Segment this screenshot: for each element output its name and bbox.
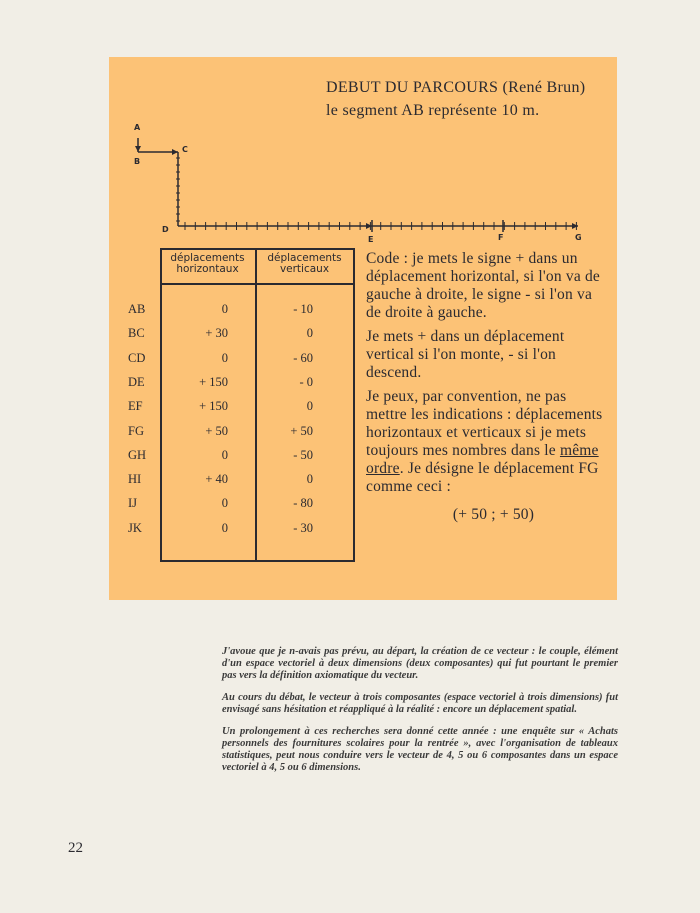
row-label: DE	[128, 374, 145, 389]
label-f: F	[498, 233, 504, 242]
table-row	[0, 448, 360, 472]
vertical-value: + 50	[290, 423, 313, 438]
underlined-phrase: même ordre	[366, 442, 599, 477]
label-e: E	[368, 235, 374, 244]
label-g: G	[575, 233, 582, 242]
table-row	[0, 302, 360, 326]
table-row	[0, 375, 360, 399]
code-paragraph-3: Je peux, par convention, ne pas mettre les indications : déplacements horizontaux et verticaux si je mets toujours mes nombres dans le même ordre. Je désigne le déplacement FG comme ceci :	[366, 388, 603, 495]
horizontal-value: 0	[221, 302, 228, 316]
horizontal-value: + 50	[205, 423, 228, 438]
commentary-paragraph-1: J'avoue que je n-avais pas prévu, au départ, la création de ce vecteur : le couple, élément d'un espace vectoriel à deux dimensions (deux composantes) qui fut pourtant le premier pas vers la définition axiomatique du vecteur.	[222, 646, 618, 681]
arrow-e	[366, 223, 372, 229]
table-row	[0, 496, 360, 520]
vertical-value: 0	[306, 326, 313, 341]
row-label: AB	[128, 302, 146, 316]
row-label: IJ	[128, 496, 138, 511]
row-label: HI	[128, 472, 142, 487]
horizontal-value: + 150	[199, 399, 228, 414]
row-label: GH	[128, 447, 147, 462]
title-line-2: le segment AB représente 10 m.	[326, 102, 540, 119]
path-diagram	[0, 0, 700, 260]
arrow-g	[572, 223, 578, 229]
commentary-paragraph-3: Un prolongement à ces recherches sera donné cette année : une enquête sur « Achats personnels des fournitures scolaires pour la rentrée », avec l'organisation de tableaux statistiques, peut nous conduire vers le vecteur de 4, 5 ou 6 composantes dans un espace vectoriel à 4, 5 ou 6 dimensions.	[222, 726, 618, 773]
code-paragraph-2: Je mets + dans un déplacement vertical si l'on monte, - si l'on descend.	[366, 328, 565, 381]
vertical-value: 0	[306, 472, 313, 487]
table-row	[0, 521, 360, 545]
vertical-value: - 10	[293, 302, 313, 316]
table-header-rule	[160, 283, 355, 285]
arrow-c	[172, 149, 178, 155]
vertical-value: - 0	[299, 374, 313, 389]
horizontal-value: + 30	[205, 326, 228, 341]
row-label: BC	[128, 326, 145, 341]
table-row	[0, 399, 360, 423]
vertical-value: - 80	[293, 496, 313, 511]
code-explanation	[366, 250, 611, 530]
vertical-value: - 30	[293, 520, 313, 535]
title-line-1: DEBUT DU PARCOURS (René Brun)	[326, 79, 586, 96]
fg-formula: (+ 50 ; + 50)	[452, 506, 535, 523]
code-paragraph-1: Code : je mets le signe + dans un déplacement horizontal, si l'on va de gauche à droite, le signe - si l'on va de droite à gauche.	[366, 250, 601, 321]
row-label: EF	[128, 399, 143, 414]
horizontal-value: 0	[221, 350, 228, 365]
vertical-value: 0	[306, 399, 313, 414]
row-label: CD	[128, 350, 146, 365]
table-row	[0, 351, 360, 375]
table-row	[0, 472, 360, 496]
label-a: A	[134, 123, 141, 132]
horizontal-value: 0	[221, 447, 228, 462]
commentary	[222, 646, 618, 784]
col-header-vertical: déplacements verticaux	[267, 252, 342, 275]
col-header-horizontal: déplacements horizontaux	[170, 252, 245, 275]
label-b: B	[134, 157, 141, 166]
page-number: 22	[68, 840, 83, 856]
commentary-paragraph-2: Au cours du débat, le vecteur à trois composantes (espace vectoriel à trois dimensions) fut envisagé sans hésitation et réappliqué à la réalité : encore un déplacement spatial.	[222, 692, 618, 715]
arrow-b	[135, 146, 141, 152]
vertical-value: - 50	[293, 447, 313, 462]
horizontal-value: + 40	[205, 472, 228, 487]
vertical-value: - 60	[293, 350, 313, 365]
table-row	[0, 326, 360, 350]
table-row	[0, 424, 360, 448]
row-label: FG	[128, 423, 144, 438]
horizontal-value: 0	[221, 496, 228, 511]
label-c: C	[182, 145, 188, 154]
horizontal-value: 0	[221, 520, 228, 535]
label-d: D	[162, 225, 169, 234]
horizontal-value: + 150	[199, 374, 228, 389]
row-label: JK	[128, 520, 142, 535]
